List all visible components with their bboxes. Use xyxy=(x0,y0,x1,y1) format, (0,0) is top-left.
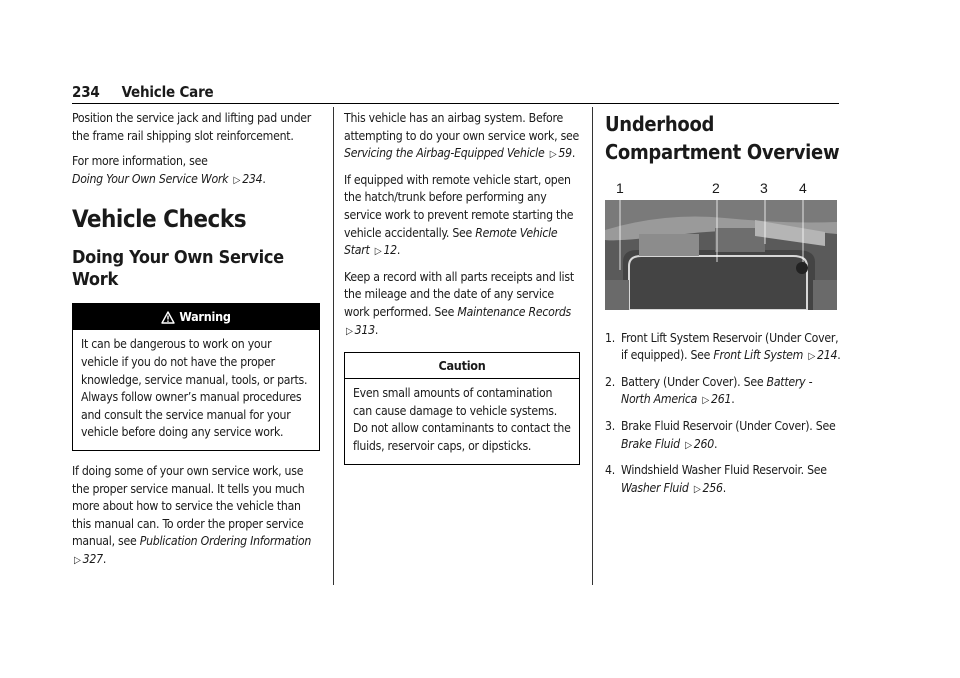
subsection-heading: Underhood Compartment Overview xyxy=(605,112,840,164)
warning-box xyxy=(72,303,320,451)
triangle-right-icon: ▷ xyxy=(702,395,710,407)
column-1 xyxy=(72,110,322,578)
list-item: 2. Battery (Under Cover). See Battery - North America ▷ 261. xyxy=(605,374,813,407)
column-2 xyxy=(344,110,580,465)
triangle-right-icon: ▷ xyxy=(808,351,816,363)
callout-number: 2 xyxy=(712,180,720,196)
cross-reference-link[interactable]: Doing Your Own Service Work ▷ 234 xyxy=(72,171,263,186)
cross-reference-link[interactable]: Washer Fluid ▷ 256 xyxy=(621,480,723,495)
column-divider xyxy=(333,107,334,585)
triangle-right-icon: ▷ xyxy=(233,174,241,186)
warning-text: It can be dangerous to work on your vehicle if you do not have the proper knowledge, service manual, tools, or parts. Always follow owner’s manual procedures and consult the service manual for your vehicle before doing any service work. xyxy=(81,337,308,440)
warning-header: Warning xyxy=(73,304,319,330)
paragraph: If equipped with remote vehicle start, open the hatch/trunk before performing any service work to prevent remote starting the vehicle accidentally. See Remote Vehicle Start ▷ 12. xyxy=(344,172,574,258)
figure-callouts xyxy=(605,176,837,200)
triangle-right-icon: ▷ xyxy=(346,325,353,337)
paragraph: For more information, see Doing Your Own Service Work ▷ 234. xyxy=(72,154,266,186)
warning-triangle-icon xyxy=(161,307,175,333)
callout-number: 4 xyxy=(799,180,807,196)
caution-text: Even small amounts of contamination can cause damage to vehicle systems. Do not allow contaminants to contact the fluids, reservoir caps, or dipsticks. xyxy=(353,386,571,453)
callout-number: 1 xyxy=(616,180,624,196)
cross-reference-link[interactable]: Front Lift System ▷ 214 xyxy=(713,348,838,363)
paragraph: This vehicle has an airbag system. Before attempting to do your own service work, see Servicing the Airbag-Equipped Vehicle ▷ 59. xyxy=(344,111,580,161)
cross-reference-link[interactable]: Servicing the Airbag-Equipped Vehicle ▷ 59 xyxy=(344,146,572,161)
list-item: 1. Front Lift System Reservoir (Under Cover, if equipped). See Front Lift System ▷ 214. xyxy=(605,330,841,363)
paragraph: Position the service jack and lifting pad under the frame rail shipping slot reinforcement. xyxy=(72,111,312,143)
component-list xyxy=(605,330,841,499)
callout-number: 3 xyxy=(760,180,768,196)
triangle-right-icon: ▷ xyxy=(685,439,692,451)
caution-header: Caution xyxy=(345,353,579,379)
triangle-right-icon: ▷ xyxy=(549,149,557,161)
underhood-photo xyxy=(605,200,837,310)
cross-reference-link[interactable]: Remote Vehicle Start ▷ 12 xyxy=(344,225,558,258)
header-rule xyxy=(72,103,839,104)
column-divider xyxy=(592,107,593,585)
cross-reference-link[interactable]: Brake Fluid ▷ 260 xyxy=(621,436,714,451)
cross-reference-link[interactable]: Publication Ordering Information ▷ 327 xyxy=(74,534,312,566)
triangle-right-icon: ▷ xyxy=(693,483,701,495)
paragraph: If doing some of your own service work, use the proper service manual. It tells you much more about how to service the vehicle than this manual can. To order the proper service manual, see Publication Ordering Information ▷ 327. xyxy=(72,463,312,566)
triangle-right-icon: ▷ xyxy=(374,246,382,258)
paragraph: Keep a record with all parts receipts and list the mileage and the date of any service work performed. See Maintenance Records ▷ 313. xyxy=(344,269,574,337)
cross-reference-link[interactable]: Maintenance Records ▷ 313 xyxy=(346,304,572,337)
caution-box xyxy=(344,352,580,464)
page-number: 234 xyxy=(72,83,100,101)
list-item: 3. Brake Fluid Reservoir (Under Cover). See Brake Fluid ▷ 260. xyxy=(605,418,836,451)
running-header xyxy=(72,83,213,101)
section-heading: Vehicle Checks xyxy=(72,205,247,234)
column-3 xyxy=(605,110,841,506)
section-title: Vehicle Care xyxy=(121,83,214,101)
cross-reference-link[interactable]: Battery - North America ▷ 261 xyxy=(621,374,813,407)
list-item: 4. Windshield Washer Fluid Reservoir. See Washer Fluid ▷ 256. xyxy=(605,463,827,495)
subsection-heading: Doing Your Own Service Work xyxy=(72,247,284,291)
triangle-right-icon: ▷ xyxy=(74,554,81,566)
